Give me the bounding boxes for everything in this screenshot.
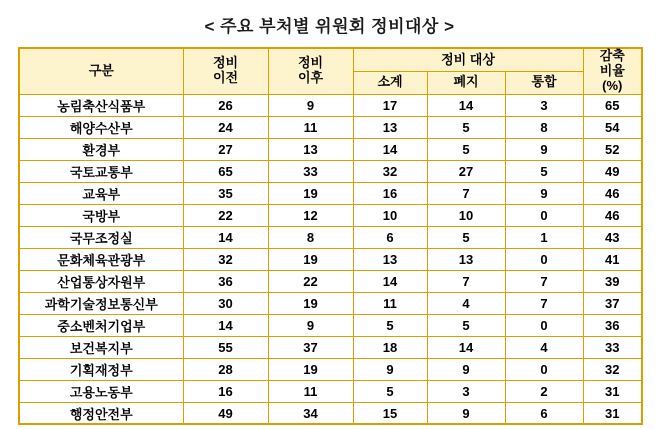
- table-header-row-1: [19, 48, 642, 71]
- cell-after-count: 22: [268, 270, 353, 292]
- committee-reorganization-table: [18, 47, 643, 425]
- table-row: [19, 226, 642, 248]
- cell-before-count: 32: [183, 248, 268, 270]
- cell-merge: 1: [505, 226, 583, 248]
- cell-ministry-name: 과학기술정보통신부: [19, 292, 183, 314]
- cell-reduction-rate: 54: [583, 116, 642, 138]
- cell-merge: 9: [505, 138, 583, 160]
- cell-subtotal: 18: [353, 336, 427, 358]
- table-row: [19, 204, 642, 226]
- cell-abolish: 13: [427, 248, 505, 270]
- cell-before-count: 35: [183, 182, 268, 204]
- header-rate-line1: 감축: [599, 48, 625, 63]
- cell-merge: 7: [505, 270, 583, 292]
- cell-ministry-name: 국토교통부: [19, 160, 183, 182]
- cell-before-count: 28: [183, 358, 268, 380]
- cell-after-count: 19: [268, 248, 353, 270]
- cell-ministry-name: 기획재정부: [19, 358, 183, 380]
- cell-abolish: 7: [427, 182, 505, 204]
- cell-ministry-name: 환경부: [19, 138, 183, 160]
- cell-reduction-rate: 46: [583, 204, 642, 226]
- cell-reduction-rate: 33: [583, 336, 642, 358]
- table-row: [19, 314, 642, 336]
- cell-subtotal: 13: [353, 116, 427, 138]
- cell-ministry-name: 행정안전부: [19, 402, 183, 424]
- cell-after-count: 19: [268, 358, 353, 380]
- header-abolish: 폐지: [427, 71, 505, 94]
- cell-subtotal: 17: [353, 94, 427, 116]
- cell-subtotal: 32: [353, 160, 427, 182]
- cell-abolish: 7: [427, 270, 505, 292]
- cell-after-count: 13: [268, 138, 353, 160]
- cell-merge: 2: [505, 380, 583, 402]
- header-merge: 통합: [505, 71, 583, 94]
- header-rate-line3: (%): [602, 77, 623, 93]
- cell-after-count: 11: [268, 380, 353, 402]
- cell-reduction-rate: 43: [583, 226, 642, 248]
- cell-before-count: 30: [183, 292, 268, 314]
- cell-subtotal: 14: [353, 270, 427, 292]
- cell-after-count: 33: [268, 160, 353, 182]
- cell-subtotal: 5: [353, 314, 427, 336]
- table-row: [19, 292, 642, 314]
- cell-reduction-rate: 31: [583, 402, 642, 424]
- table-row: [19, 358, 642, 380]
- cell-before-count: 16: [183, 380, 268, 402]
- table-row: [19, 116, 642, 138]
- cell-before-count: 36: [183, 270, 268, 292]
- table-body: [19, 94, 642, 424]
- table-row: [19, 380, 642, 402]
- cell-ministry-name: 중소벤처기업부: [19, 314, 183, 336]
- cell-merge: 8: [505, 116, 583, 138]
- cell-abolish: 5: [427, 116, 505, 138]
- cell-ministry-name: 국무조정실: [19, 226, 183, 248]
- cell-before-count: 27: [183, 138, 268, 160]
- cell-before-count: 65: [183, 160, 268, 182]
- cell-after-count: 34: [268, 402, 353, 424]
- header-reduction-rate: [583, 48, 642, 94]
- cell-subtotal: 16: [353, 182, 427, 204]
- cell-merge: 4: [505, 336, 583, 358]
- cell-subtotal: 11: [353, 292, 427, 314]
- cell-abolish: 5: [427, 226, 505, 248]
- header-rate-line2: 비율: [599, 62, 625, 78]
- header-category: 구분: [19, 48, 183, 94]
- cell-subtotal: 9: [353, 358, 427, 380]
- cell-abolish: 27: [427, 160, 505, 182]
- cell-subtotal: 10: [353, 204, 427, 226]
- cell-subtotal: 13: [353, 248, 427, 270]
- header-target-group: 정비 대상: [353, 48, 583, 71]
- cell-merge: 6: [505, 402, 583, 424]
- header-subtotal: 소계: [353, 71, 427, 94]
- cell-before-count: 22: [183, 204, 268, 226]
- header-after-line1: 정비: [297, 55, 324, 71]
- table-row: [19, 248, 642, 270]
- table-header: [19, 48, 642, 94]
- cell-reduction-rate: 36: [583, 314, 642, 336]
- cell-subtotal: 5: [353, 380, 427, 402]
- cell-ministry-name: 농림축산식품부: [19, 94, 183, 116]
- cell-ministry-name: 고용노동부: [19, 380, 183, 402]
- cell-after-count: 9: [268, 314, 353, 336]
- cell-reduction-rate: 52: [583, 138, 642, 160]
- cell-abolish: 5: [427, 138, 505, 160]
- cell-reduction-rate: 41: [583, 248, 642, 270]
- table-row: [19, 270, 642, 292]
- cell-merge: 9: [505, 182, 583, 204]
- cell-ministry-name: 국방부: [19, 204, 183, 226]
- cell-abolish: 4: [427, 292, 505, 314]
- cell-ministry-name: 보건복지부: [19, 336, 183, 358]
- cell-merge: 5: [505, 160, 583, 182]
- cell-abolish: 10: [427, 204, 505, 226]
- cell-before-count: 24: [183, 116, 268, 138]
- header-before-line1: 정비: [212, 55, 239, 71]
- table-row: [19, 94, 642, 116]
- cell-merge: 0: [505, 314, 583, 336]
- cell-reduction-rate: 65: [583, 94, 642, 116]
- cell-before-count: 49: [183, 402, 268, 424]
- cell-after-count: 9: [268, 94, 353, 116]
- cell-ministry-name: 문화체육관광부: [19, 248, 183, 270]
- cell-after-count: 37: [268, 336, 353, 358]
- cell-subtotal: 14: [353, 138, 427, 160]
- cell-merge: 0: [505, 204, 583, 226]
- header-after-line2: 이후: [297, 70, 324, 86]
- cell-merge: 7: [505, 292, 583, 314]
- cell-reduction-rate: 31: [583, 380, 642, 402]
- cell-after-count: 19: [268, 182, 353, 204]
- cell-after-count: 11: [268, 116, 353, 138]
- cell-reduction-rate: 46: [583, 182, 642, 204]
- cell-reduction-rate: 39: [583, 270, 642, 292]
- header-before: [183, 48, 268, 94]
- cell-ministry-name: 해양수산부: [19, 116, 183, 138]
- header-before-line2: 이전: [212, 70, 239, 86]
- cell-abolish: 9: [427, 402, 505, 424]
- cell-before-count: 14: [183, 314, 268, 336]
- cell-after-count: 12: [268, 204, 353, 226]
- cell-merge: 3: [505, 94, 583, 116]
- cell-reduction-rate: 49: [583, 160, 642, 182]
- table-container: [0, 47, 659, 425]
- cell-subtotal: 6: [353, 226, 427, 248]
- table-row: [19, 138, 642, 160]
- cell-merge: 0: [505, 248, 583, 270]
- header-after: [268, 48, 353, 94]
- cell-before-count: 26: [183, 94, 268, 116]
- cell-abolish: 14: [427, 94, 505, 116]
- cell-abolish: 5: [427, 314, 505, 336]
- cell-reduction-rate: 32: [583, 358, 642, 380]
- table-row: [19, 160, 642, 182]
- cell-abolish: 14: [427, 336, 505, 358]
- cell-reduction-rate: 37: [583, 292, 642, 314]
- cell-ministry-name: 교육부: [19, 182, 183, 204]
- table-row: [19, 182, 642, 204]
- cell-after-count: 19: [268, 292, 353, 314]
- table-row: [19, 402, 642, 424]
- cell-abolish: 3: [427, 380, 505, 402]
- cell-ministry-name: 산업통상자원부: [19, 270, 183, 292]
- cell-abolish: 9: [427, 358, 505, 380]
- page-title: < 주요 부처별 위원회 정비대상 >: [204, 17, 455, 36]
- cell-before-count: 14: [183, 226, 268, 248]
- cell-merge: 0: [505, 358, 583, 380]
- cell-after-count: 8: [268, 226, 353, 248]
- cell-subtotal: 15: [353, 402, 427, 424]
- table-row: [19, 336, 642, 358]
- cell-before-count: 55: [183, 336, 268, 358]
